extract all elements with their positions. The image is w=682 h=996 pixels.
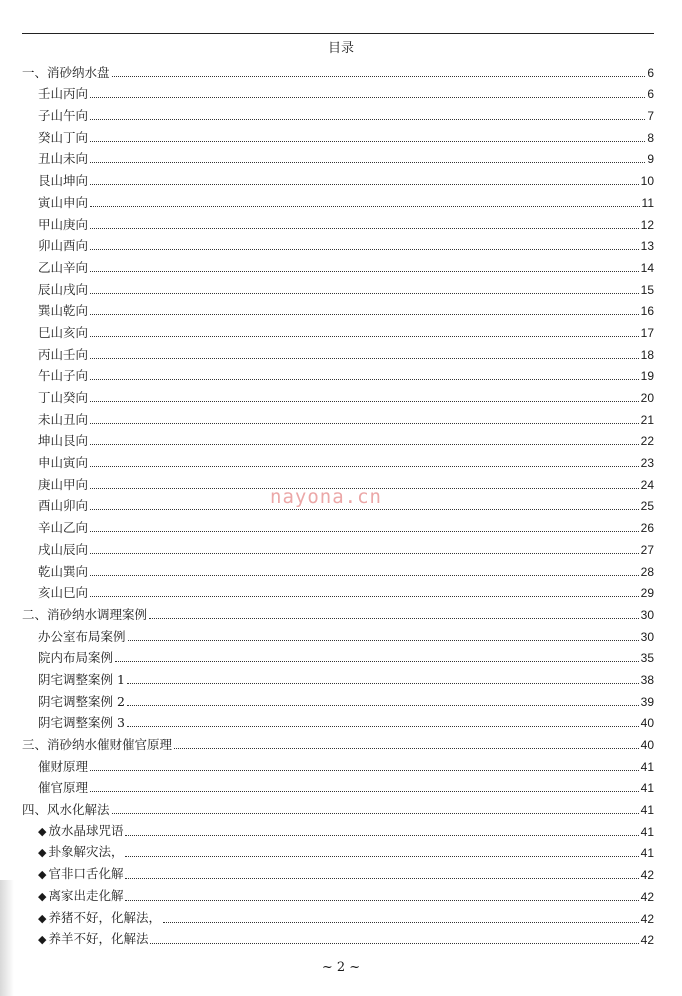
dot-leader	[90, 423, 639, 424]
toc-entry-label	[22, 434, 88, 448]
toc-entry-page: 14	[640, 260, 654, 275]
toc-entry-page: 21	[640, 412, 654, 427]
toc-entry-label	[22, 283, 88, 297]
toc-entry-page: 19	[640, 369, 654, 384]
dot-leader	[174, 748, 639, 749]
toc-entry-text: 未山丑向	[38, 411, 89, 427]
toc-entry-label	[22, 651, 113, 665]
toc-entry-label	[22, 867, 123, 882]
toc-entry-label	[22, 673, 125, 687]
toc-entry-page: 38	[640, 672, 654, 687]
dot-leader	[90, 141, 645, 142]
page-number-footer: ~ 2 ~	[321, 960, 361, 975]
toc-entry[interactable]	[22, 535, 654, 557]
toc-entry-page: 41	[640, 803, 654, 818]
toc-entry-label	[22, 239, 88, 253]
toc-entry-label	[22, 304, 88, 318]
toc-entry-text: 癸山丁向	[38, 129, 89, 145]
toc-entry-text: 阴宅调整案例 3	[38, 715, 125, 731]
dot-leader	[125, 835, 638, 836]
toc-entry-label	[22, 109, 88, 123]
toc-entry-label	[22, 131, 88, 145]
toc-entry[interactable]	[22, 145, 654, 167]
toc-entry-text: 丁山癸向	[38, 390, 89, 405]
toc-entry-label	[22, 932, 148, 947]
toc-entry[interactable]	[22, 687, 654, 709]
toc-entry-page: 7	[647, 109, 654, 124]
header-rule	[22, 33, 654, 34]
dot-leader	[127, 726, 639, 727]
dot-leader	[90, 97, 645, 98]
toc-entry-text: 乙山辛向	[38, 259, 89, 275]
toc-entry-page: 35	[640, 651, 654, 666]
toc-entry-label	[22, 152, 88, 166]
toc-entry-page: 42	[640, 889, 654, 904]
toc-entry-text: 卯山酉向	[38, 238, 89, 254]
toc-entry-text: 坤山艮向	[38, 433, 89, 449]
toc-entry[interactable]	[22, 232, 654, 254]
toc-entry[interactable]	[22, 275, 654, 297]
watermark-text: nayona.cn	[270, 486, 382, 508]
toc-entry[interactable]	[22, 101, 654, 123]
toc-entry-page: 40	[640, 738, 654, 752]
toc-entry-label	[22, 66, 110, 80]
dot-leader	[90, 553, 639, 554]
toc-entry[interactable]	[22, 774, 654, 796]
dot-leader	[90, 575, 639, 576]
toc-entry[interactable]	[22, 926, 654, 948]
toc-entry-page: 30	[640, 607, 654, 622]
toc-entry-page: 24	[640, 477, 654, 492]
toc-entry-page: 42	[640, 911, 654, 926]
toc-entry-text: 辛山乙向	[38, 520, 89, 536]
toc-entry-text: 办公室布局案例	[38, 628, 126, 644]
toc-entry-page: 8	[647, 130, 654, 145]
toc-entry[interactable]	[22, 817, 654, 839]
page-title: 目录	[327, 41, 354, 56]
toc-entry[interactable]	[22, 427, 654, 449]
toc-entry-page: 12	[640, 217, 654, 232]
diamond-bullet-icon: ◆	[38, 824, 47, 838]
toc-entry-page: 9	[647, 152, 654, 167]
toc-entry-page: 18	[640, 347, 654, 362]
toc-entry-label	[22, 499, 88, 513]
toc-entry-label	[22, 781, 88, 795]
toc-entry-text: 官非口舌化解	[48, 866, 124, 882]
dot-leader	[127, 683, 639, 684]
toc-entry-label	[22, 695, 125, 709]
dot-leader	[90, 596, 639, 597]
diamond-bullet-icon: ◆	[38, 933, 47, 947]
toc-entry[interactable]	[22, 405, 654, 427]
toc-entry[interactable]	[22, 730, 654, 752]
toc-entry[interactable]	[22, 383, 654, 405]
toc-entry[interactable]	[22, 795, 654, 817]
toc-entry-text: 亥山巳向	[38, 585, 89, 601]
toc-entry-label	[22, 889, 123, 904]
toc-entry[interactable]	[22, 340, 654, 362]
toc-entry-label	[22, 348, 88, 362]
toc-entry[interactable]	[22, 752, 654, 774]
toc-entry[interactable]	[22, 513, 654, 535]
toc-entry[interactable]	[22, 123, 654, 145]
toc-entry-label	[22, 87, 88, 101]
toc-entry-page: 28	[640, 564, 654, 579]
dot-leader	[125, 878, 638, 879]
toc-entry-page: 22	[640, 434, 654, 449]
diamond-bullet-icon: ◆	[38, 911, 47, 925]
toc-entry[interactable]	[22, 166, 654, 188]
dot-leader	[90, 791, 639, 792]
dot-leader	[90, 271, 639, 272]
toc-entry-text: 卦象解灾法，	[48, 844, 124, 860]
toc-entry-label	[22, 738, 172, 752]
toc-entry[interactable]	[22, 904, 654, 926]
dot-leader	[90, 249, 639, 250]
toc-entry-label	[22, 586, 88, 600]
toc-entry-label	[22, 456, 88, 470]
toc-entry-page: 42	[640, 868, 654, 883]
toc-entry-text: 阴宅调整案例 2	[38, 693, 125, 709]
toc-entry[interactable]	[22, 80, 654, 102]
toc-entry-page: 25	[640, 499, 654, 514]
toc-entry[interactable]	[22, 557, 654, 579]
toc-entry-label	[22, 369, 88, 383]
dot-leader	[90, 358, 639, 359]
toc-entry[interactable]	[22, 860, 654, 882]
toc-entry-text: 二、消砂纳水调理案例	[22, 606, 148, 622]
toc-entry-text: 巳山亥向	[38, 324, 89, 340]
toc-entry-label	[22, 413, 88, 427]
toc-entry-label	[22, 196, 88, 210]
toc-entry[interactable]	[22, 188, 654, 210]
dot-leader	[163, 922, 639, 923]
toc-entry-text: 寅山申向	[38, 194, 89, 210]
toc-entry-page: 41	[640, 846, 654, 861]
toc-entry-page: 30	[640, 629, 654, 644]
toc-entry-page: 11	[641, 195, 654, 210]
toc-entry-page: 39	[640, 694, 654, 709]
toc-entry-page: 27	[640, 542, 654, 557]
toc-entry[interactable]	[22, 210, 654, 232]
dot-leader	[125, 900, 638, 901]
toc-entry-label	[22, 608, 147, 622]
dot-leader	[90, 336, 639, 337]
toc-entry-text: 酉山卯向	[38, 498, 89, 514]
dot-leader	[90, 293, 639, 294]
toc-entry-page: 15	[640, 282, 654, 297]
toc-entry-text: 艮山坤向	[38, 173, 89, 189]
toc-entry-text: 四、风水化解法	[22, 802, 110, 818]
dot-leader	[90, 314, 639, 315]
toc-entry-page: 13	[640, 239, 654, 254]
dot-leader	[127, 705, 639, 706]
toc-entry-label	[22, 824, 123, 839]
toc-entry[interactable]	[22, 644, 654, 666]
toc-entry[interactable]	[22, 882, 654, 904]
toc-entry-label	[22, 478, 88, 492]
toc-entry-page: 26	[640, 521, 654, 536]
toc-entry[interactable]	[22, 253, 654, 275]
toc-entry-label	[22, 218, 88, 232]
toc-entry-text: 养羊不好，化解法	[48, 931, 149, 947]
toc-entry-text: 戌山辰向	[38, 541, 89, 557]
toc-entry-label	[22, 565, 88, 579]
toc-entry[interactable]	[22, 297, 654, 319]
toc-entry-text: 子山午向	[38, 108, 89, 124]
toc-entry[interactable]	[22, 58, 654, 80]
toc-entry-text: 壬山丙向	[38, 86, 89, 102]
toc-entry[interactable]	[22, 709, 654, 731]
toc-entry-text: 辰山戌向	[38, 281, 89, 297]
dot-leader	[112, 76, 646, 77]
toc-entry[interactable]	[22, 622, 654, 644]
toc-entry-label	[22, 174, 88, 188]
toc-entry[interactable]	[22, 318, 654, 340]
toc-entry-page: 6	[647, 87, 654, 102]
toc-entry[interactable]	[22, 600, 654, 622]
toc-entry-text: 催官原理	[38, 780, 89, 796]
toc-entry-page: 29	[640, 586, 654, 601]
toc-entry-page: 41	[640, 781, 654, 796]
toc-entry-page: 10	[640, 174, 654, 189]
toc-entry-label	[22, 630, 126, 644]
toc-entry[interactable]	[22, 362, 654, 384]
dot-leader	[90, 770, 639, 771]
toc-entry[interactable]	[22, 665, 654, 687]
toc-entry-label	[22, 803, 110, 817]
diamond-bullet-icon: ◆	[38, 846, 47, 860]
diamond-bullet-icon: ◆	[38, 868, 47, 882]
toc-entry-page: 40	[640, 716, 654, 731]
dot-leader	[90, 444, 639, 445]
toc-entry-label	[22, 911, 161, 926]
toc-entry-text: 一、消砂纳水盘	[22, 64, 110, 80]
toc-entry-label	[22, 261, 88, 275]
toc-entry-text: 丙山壬向	[38, 346, 89, 362]
dot-leader	[150, 943, 638, 944]
toc-entry-label	[22, 716, 125, 730]
toc-entry[interactable]	[22, 839, 654, 861]
toc-entry-label	[22, 391, 88, 405]
toc-entry-text: 养猪不好，化解法，	[48, 909, 161, 925]
toc-entry-text: 丑山未向	[38, 151, 89, 167]
dot-leader	[90, 184, 639, 185]
toc-entry-page: 20	[640, 391, 654, 405]
diamond-bullet-icon: ◆	[38, 889, 47, 903]
toc-entry-text: 甲山庚向	[38, 216, 89, 232]
toc-entry-page: 41	[640, 824, 654, 839]
toc-entry-text: 乾山巽向	[38, 563, 89, 579]
dot-leader	[90, 401, 639, 402]
dot-leader	[90, 466, 639, 467]
toc-entry-label	[22, 521, 88, 535]
dot-leader	[90, 206, 640, 207]
toc-entry-page: 42	[640, 933, 654, 948]
dot-leader	[90, 162, 645, 163]
toc-entry-text: 离家出走化解	[48, 887, 124, 903]
dot-leader	[115, 661, 639, 662]
dot-leader	[149, 618, 639, 619]
toc-entry-text: 催财原理	[38, 758, 89, 774]
toc-entry-text: 午山子向	[38, 368, 89, 384]
dot-leader	[125, 856, 638, 857]
toc-entry[interactable]	[22, 579, 654, 601]
toc-entry-label	[22, 845, 123, 860]
toc-entry-text: 放水晶球咒语	[48, 822, 124, 838]
dot-leader	[112, 813, 639, 814]
dot-leader	[90, 531, 639, 532]
toc-entry[interactable]	[22, 448, 654, 470]
dot-leader	[90, 379, 639, 380]
dot-leader	[90, 509, 639, 510]
toc-entry-text: 三、消砂纳水催财催官原理	[22, 737, 173, 752]
toc-entry-text: 庚山甲向	[38, 476, 89, 492]
toc-entry-text: 阴宅调整案例 1	[38, 671, 125, 687]
toc-entry-label	[22, 543, 88, 557]
toc-entry-text: 巽山乾向	[38, 303, 89, 319]
scan-shadow	[0, 880, 14, 996]
toc-entry-page: 41	[640, 759, 654, 774]
toc-entry-page: 23	[640, 456, 654, 471]
toc-entry-label	[22, 760, 88, 774]
toc-entry-text: 院内布局案例	[38, 650, 114, 666]
toc-entry-text: 申山寅向	[38, 455, 89, 471]
toc-entry-page: 17	[640, 325, 654, 340]
dot-leader	[90, 228, 639, 229]
dot-leader	[128, 640, 639, 641]
toc-entry-page: 16	[640, 304, 654, 319]
dot-leader	[90, 119, 645, 120]
toc-entry-label	[22, 326, 88, 340]
toc-entry-page: 6	[647, 65, 654, 80]
